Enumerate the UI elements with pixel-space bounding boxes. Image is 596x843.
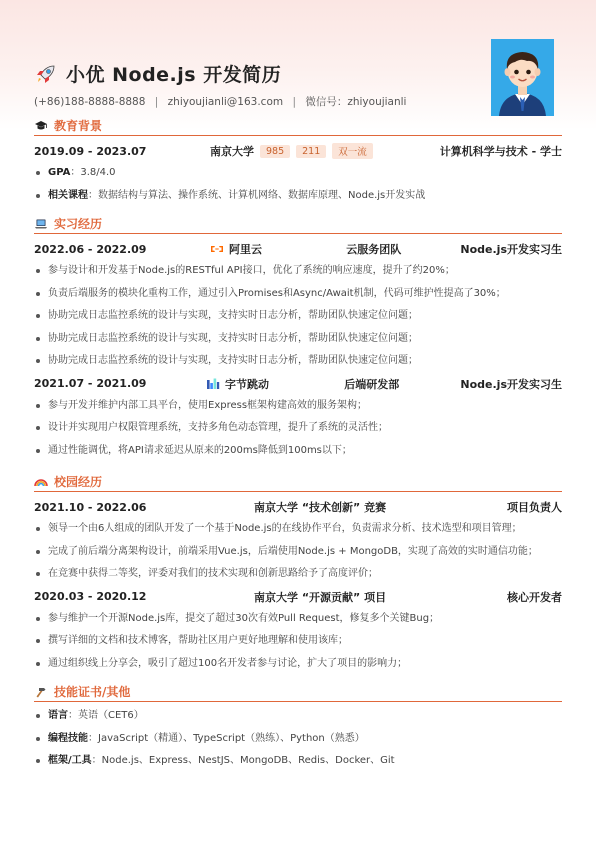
list-item: 在竞赛中获得二等奖，评委对我们的技术实现和创新思路给予了高度评价； xyxy=(34,563,562,586)
skills-list xyxy=(34,705,562,773)
list-item: 负责后端服务的模块化重构工作，通过引入Promises和Async/Await机制，代码可维护性提高了30%； xyxy=(34,283,562,306)
list-item: 协助完成日志监控系统的设计与实现，支持实时日志分析，帮助团队快速定位问题； xyxy=(34,350,562,373)
major: 计算机科学与技术 - 学士 xyxy=(439,145,562,158)
list-item: 语言：英语（CET6） xyxy=(34,705,562,728)
aliyun-logo-icon xyxy=(210,242,224,256)
campus-row-innovation xyxy=(34,496,562,518)
section-title: 教育背景 xyxy=(54,119,103,133)
job-period: 2021.07 - 2021.09 xyxy=(34,377,147,390)
list-item: 完成了前后端分离架构设计，前端采用Vue.js，后端使用Node.js + MongoDB，实现了高效的实时通信功能； xyxy=(34,541,562,564)
campus-role: 核心开发者 xyxy=(507,590,562,604)
education-section xyxy=(34,118,562,207)
separator: | xyxy=(292,96,296,108)
campus-details-opensource xyxy=(34,608,562,676)
bytedance-logo-icon xyxy=(206,377,220,391)
hammer-icon xyxy=(34,685,48,699)
candidate-name: 小优 Node.js 开发简历 xyxy=(66,64,282,86)
company-name: 字节跳动 xyxy=(225,377,269,391)
resume-title-row xyxy=(34,60,281,87)
contact-info xyxy=(34,94,406,109)
company-block xyxy=(184,241,324,257)
list-item: 设计并实现用户权限管理系统，支持多角色动态管理，提升了系统的灵活性； xyxy=(34,417,562,440)
rocket-icon xyxy=(34,62,58,86)
campus-row-opensource xyxy=(34,586,562,608)
campus-role: 项目负责人 xyxy=(507,501,562,514)
job-details-aliyun xyxy=(34,260,562,373)
list-item: 相关课程：数据结构与算法、操作系统、计算机网络、数据库原理、Node.js开发实战 xyxy=(34,185,562,208)
campus-period: 2020.03 - 2020.12 xyxy=(34,590,147,603)
job-role: Node.js开发实习生 xyxy=(460,377,563,391)
graduation-cap-icon xyxy=(34,119,48,133)
job-row-bytedance xyxy=(34,373,562,395)
list-item: 撰写详细的文档和技术博客，帮助社区用户更好地理解和使用该库； xyxy=(34,630,562,653)
list-item: 参与维护一个开源Node.js库，提交了超过30次有效Pull Request，修复多个关键Bug； xyxy=(34,608,562,631)
list-item: 协助完成日志监控系统的设计与实现，支持实时日志分析，帮助团队快速定位问题； xyxy=(34,328,562,351)
section-title: 实习经历 xyxy=(54,217,103,231)
campus-period: 2021.10 - 2022.06 xyxy=(34,500,147,514)
school-tag-211: 211 xyxy=(296,145,326,158)
list-item: 协助完成日志监控系统的设计与实现，支持实时日志分析，帮助团队快速定位问题； xyxy=(34,305,562,328)
list-item: 框架/工具：Node.js、Express、NestJS、MongoDB、Redis、Docker、Git xyxy=(34,750,562,773)
skills-header xyxy=(34,684,562,702)
phone-text: (+86)188-8888-8888 xyxy=(34,96,146,108)
list-item: 参与设计和开发基于Node.js的RESTful API接口，优化了系统的响应速度，提升了约20%； xyxy=(34,260,562,283)
school-block xyxy=(184,143,440,159)
section-title: 校园经历 xyxy=(54,475,103,489)
list-item: 通过性能调优，将API请求延迟从原来的200ms降低到100ms以下； xyxy=(34,440,562,463)
list-item: 编程技能：JavaScript（精通）、TypeScript（熟练）、Python（熟悉） xyxy=(34,728,562,751)
list-item: 参与开发并维护内部工具平台，使用Express框架构建高效的服务架构； xyxy=(34,395,562,418)
school-name: 南京大学 xyxy=(210,145,254,158)
campus-header xyxy=(34,474,562,492)
laptop-icon xyxy=(34,217,48,231)
separator: | xyxy=(154,96,159,108)
list-item: 通过组织线上分享会，吸引了超过100名开发者参与讨论，扩大了项目的影响力； xyxy=(34,653,562,676)
job-details-bytedance xyxy=(34,395,562,463)
school-tag-985: 985 xyxy=(260,145,290,158)
campus-section xyxy=(34,474,562,675)
avatar xyxy=(491,39,554,116)
email-text[interactable]: zhiyoujianli@163.com xyxy=(167,96,284,108)
company-name: 阿里云 xyxy=(229,243,262,256)
job-period: 2022.06 - 2022.09 xyxy=(34,242,147,256)
campus-org: 南京大学 “开源贡献” 项目 xyxy=(254,590,387,604)
education-list xyxy=(34,162,562,207)
company-block xyxy=(184,376,322,392)
campus-details-innovation xyxy=(34,518,562,586)
team-name: 后端研发部 xyxy=(344,377,400,391)
school-tag-double-first-class: 双一流 xyxy=(332,143,373,159)
avatar-illustration xyxy=(491,39,554,116)
education-period: 2019.09 - 2023.07 xyxy=(34,144,147,158)
education-row xyxy=(34,140,562,162)
internship-section xyxy=(34,216,562,462)
section-title: 技能证书/其他 xyxy=(54,685,131,699)
campus-org: 南京大学 “技术创新” 竞赛 xyxy=(254,501,387,514)
internship-header xyxy=(34,216,562,234)
list-item: 领导一个由6人组成的团队开发了一个基于Node.js的在线协作平台，负责需求分析、技术选型和项目管理； xyxy=(34,518,562,541)
wechat-text: 微信号：zhiyoujianli xyxy=(305,96,407,108)
education-header xyxy=(34,118,562,136)
team-name: 云服务团队 xyxy=(346,243,402,256)
job-role: Node.js开发实习生 xyxy=(460,243,563,256)
job-row-aliyun xyxy=(34,238,562,260)
rainbow-icon xyxy=(34,475,48,489)
skills-section xyxy=(34,684,562,773)
list-item: GPA：3.8/4.0 xyxy=(34,162,562,185)
